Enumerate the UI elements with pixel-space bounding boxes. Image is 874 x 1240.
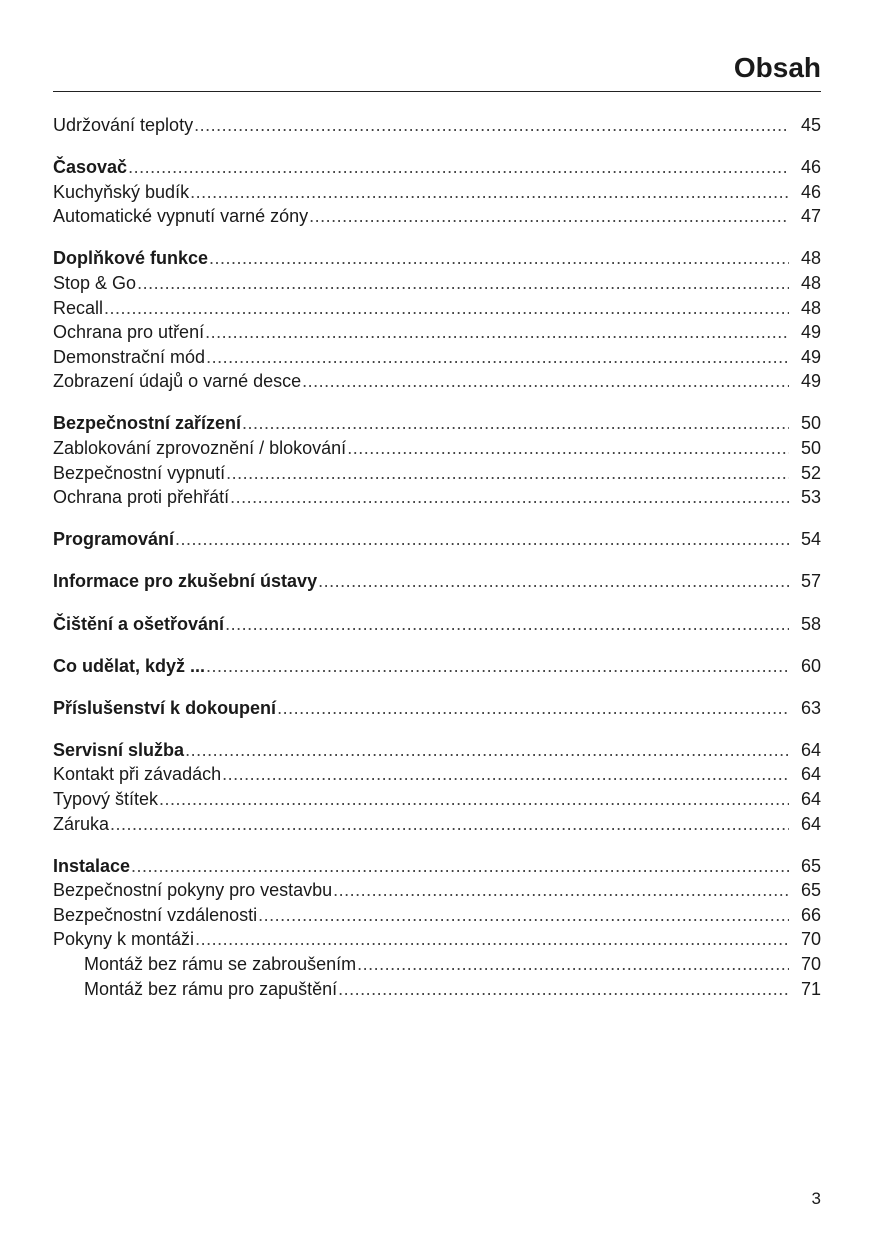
dot-leader (137, 271, 789, 296)
dot-leader (190, 180, 789, 205)
dot-leader (338, 977, 789, 1002)
toc-entry-page: 46 (800, 181, 821, 202)
dot-leader (258, 903, 789, 928)
toc-group (53, 696, 821, 721)
toc-entry-page: 48 (800, 248, 821, 269)
dot-leader (205, 320, 789, 345)
toc-entry-label: Automatické vypnutí varné zóny (53, 206, 309, 227)
toc-entry-page: 70 (800, 929, 821, 950)
toc-group (53, 738, 821, 836)
dot-leader (185, 738, 789, 763)
toc-entry-label: Doplňkové funkce (53, 248, 209, 269)
dot-leader (194, 113, 789, 138)
toc-entry-page: 52 (800, 462, 821, 483)
dot-leader (159, 787, 789, 812)
dot-leader (226, 461, 789, 486)
dot-leader (242, 411, 789, 436)
toc-group (53, 854, 821, 1002)
toc-entry[interactable] (53, 762, 821, 787)
toc-entry[interactable] (53, 927, 821, 952)
page-number: 3 (811, 1189, 821, 1208)
toc-entry-page: 64 (800, 739, 821, 760)
toc-entry-page: 53 (800, 487, 821, 508)
dot-leader (309, 204, 789, 229)
dot-leader (209, 246, 789, 271)
toc-entry-label: Záruka (53, 813, 110, 834)
dot-leader (230, 485, 789, 510)
dot-leader (277, 696, 789, 721)
toc-section-heading[interactable] (53, 654, 821, 679)
toc-entry-label: Kontakt při závadách (53, 764, 222, 785)
toc-entry-page: 45 (800, 115, 821, 135)
dot-leader (175, 527, 789, 552)
toc-section-heading[interactable] (53, 738, 821, 763)
toc-entry-label: Bezpečnostní zařízení (53, 413, 242, 434)
toc-entry-label: Instalace (53, 855, 131, 876)
toc-entry-label: Bezpečnostní vypnutí (53, 462, 226, 483)
dot-leader (357, 952, 789, 977)
toc-entry-page: 65 (800, 880, 821, 901)
toc-section-heading[interactable] (53, 155, 821, 180)
toc-section-heading[interactable] (53, 569, 821, 594)
toc-entry[interactable] (53, 485, 821, 510)
dot-leader (104, 296, 789, 321)
toc-entry[interactable] (53, 271, 821, 296)
dot-leader (206, 654, 789, 679)
title-divider (53, 91, 821, 92)
toc-entry[interactable] (53, 903, 821, 928)
dot-leader (225, 612, 789, 637)
toc-entry-label: Kuchyňský budík (53, 181, 190, 202)
toc-group (53, 654, 821, 679)
toc-entry-page: 49 (800, 346, 821, 367)
toc-entry-page: 47 (800, 206, 821, 227)
toc-entry-label: Bezpečnostní pokyny pro vestavbu (53, 880, 333, 901)
dot-leader (128, 155, 789, 180)
dot-leader (222, 762, 789, 787)
toc-group (53, 527, 821, 552)
toc-group (53, 411, 821, 509)
toc-section-heading[interactable] (53, 246, 821, 271)
toc-entry-label: Demonstrační mód (53, 346, 206, 367)
toc-entry-label: Informace pro zkušební ústavy (53, 571, 318, 592)
toc-entry-page: 70 (800, 954, 821, 975)
toc-group (53, 612, 821, 637)
toc-entry-label: Zobrazení údajů o varné desce (53, 371, 302, 392)
dot-leader (195, 927, 789, 952)
toc-entry-label: Montáž bez rámu pro zapuštění (84, 978, 338, 999)
toc-entry-label: Montáž bez rámu se zabroušením (84, 954, 357, 975)
toc-entry[interactable] (53, 204, 821, 229)
toc-entry-page: 64 (800, 813, 821, 834)
toc-entry-label: Časovač (53, 157, 128, 178)
toc-entry-label: Čištění a ošetřování (53, 613, 225, 634)
toc-entry[interactable] (53, 113, 821, 138)
dot-leader (110, 812, 789, 837)
toc-entry-page: 49 (800, 322, 821, 343)
toc-entry-page: 50 (800, 438, 821, 459)
toc-entry[interactable] (53, 787, 821, 812)
toc-entry-page: 57 (800, 571, 821, 592)
toc-entry[interactable] (53, 812, 821, 837)
toc-entry[interactable] (53, 345, 821, 370)
toc-entry-label: Ochrana proti přehřátí (53, 487, 230, 508)
toc-group (53, 569, 821, 594)
toc-entry-page: 71 (800, 978, 821, 999)
toc-entry-label: Udržování teploty (53, 115, 194, 135)
toc-entry[interactable] (53, 369, 821, 394)
dot-leader (333, 878, 789, 903)
toc-entry[interactable] (53, 461, 821, 486)
toc-group (53, 246, 821, 394)
toc-entry[interactable] (53, 320, 821, 345)
dot-leader (206, 345, 789, 370)
toc-entry-page: 60 (800, 655, 821, 676)
toc-entry-page: 48 (800, 272, 821, 293)
toc-subentry[interactable] (53, 977, 821, 1002)
toc-entry-page: 66 (800, 904, 821, 925)
toc-entry-page: 49 (800, 371, 821, 392)
toc-entry[interactable] (53, 436, 821, 461)
toc-subentry[interactable] (53, 952, 821, 977)
toc-entry-label: Servisní služba (53, 739, 185, 760)
toc-entry-label: Co udělat, když ... (53, 655, 206, 676)
toc-entry-page: 54 (800, 529, 821, 550)
toc-entry[interactable] (53, 878, 821, 903)
toc-section-heading[interactable] (53, 527, 821, 552)
table-of-contents (53, 113, 821, 1019)
toc-entry-page: 64 (800, 788, 821, 809)
toc-entry-page: 58 (800, 613, 821, 634)
toc-entry-page: 65 (800, 855, 821, 876)
toc-entry-label: Zablokování zprovoznění / blokování (53, 438, 347, 459)
toc-entry[interactable] (53, 180, 821, 205)
toc-section-heading[interactable] (53, 411, 821, 436)
toc-entry-label: Typový štítek (53, 788, 159, 809)
toc-section-heading[interactable] (53, 612, 821, 637)
dot-leader (318, 569, 789, 594)
toc-entry-label: Ochrana pro utření (53, 322, 205, 343)
toc-entry-label: Recall (53, 297, 104, 318)
toc-entry-label: Bezpečnostní vzdálenosti (53, 904, 258, 925)
toc-group (53, 113, 821, 138)
toc-section-heading[interactable] (53, 854, 821, 879)
toc-entry-label: Pokyny k montáži (53, 929, 195, 950)
page-title: Obsah (733, 52, 821, 83)
toc-entry-page: 48 (800, 297, 821, 318)
toc-section-heading[interactable] (53, 696, 821, 721)
dot-leader (302, 369, 789, 394)
dot-leader (131, 854, 789, 879)
toc-entry-page: 63 (800, 697, 821, 718)
toc-entry-label: Příslušenství k dokoupení (53, 697, 277, 718)
toc-entry[interactable] (53, 296, 821, 321)
toc-entry-page: 50 (800, 413, 821, 434)
toc-entry-page: 64 (800, 764, 821, 785)
toc-entry-label: Stop & Go (53, 272, 137, 293)
toc-entry-label: Programování (53, 529, 175, 550)
toc-group (53, 155, 821, 229)
toc-entry-page: 46 (800, 157, 821, 178)
dot-leader (347, 436, 789, 461)
